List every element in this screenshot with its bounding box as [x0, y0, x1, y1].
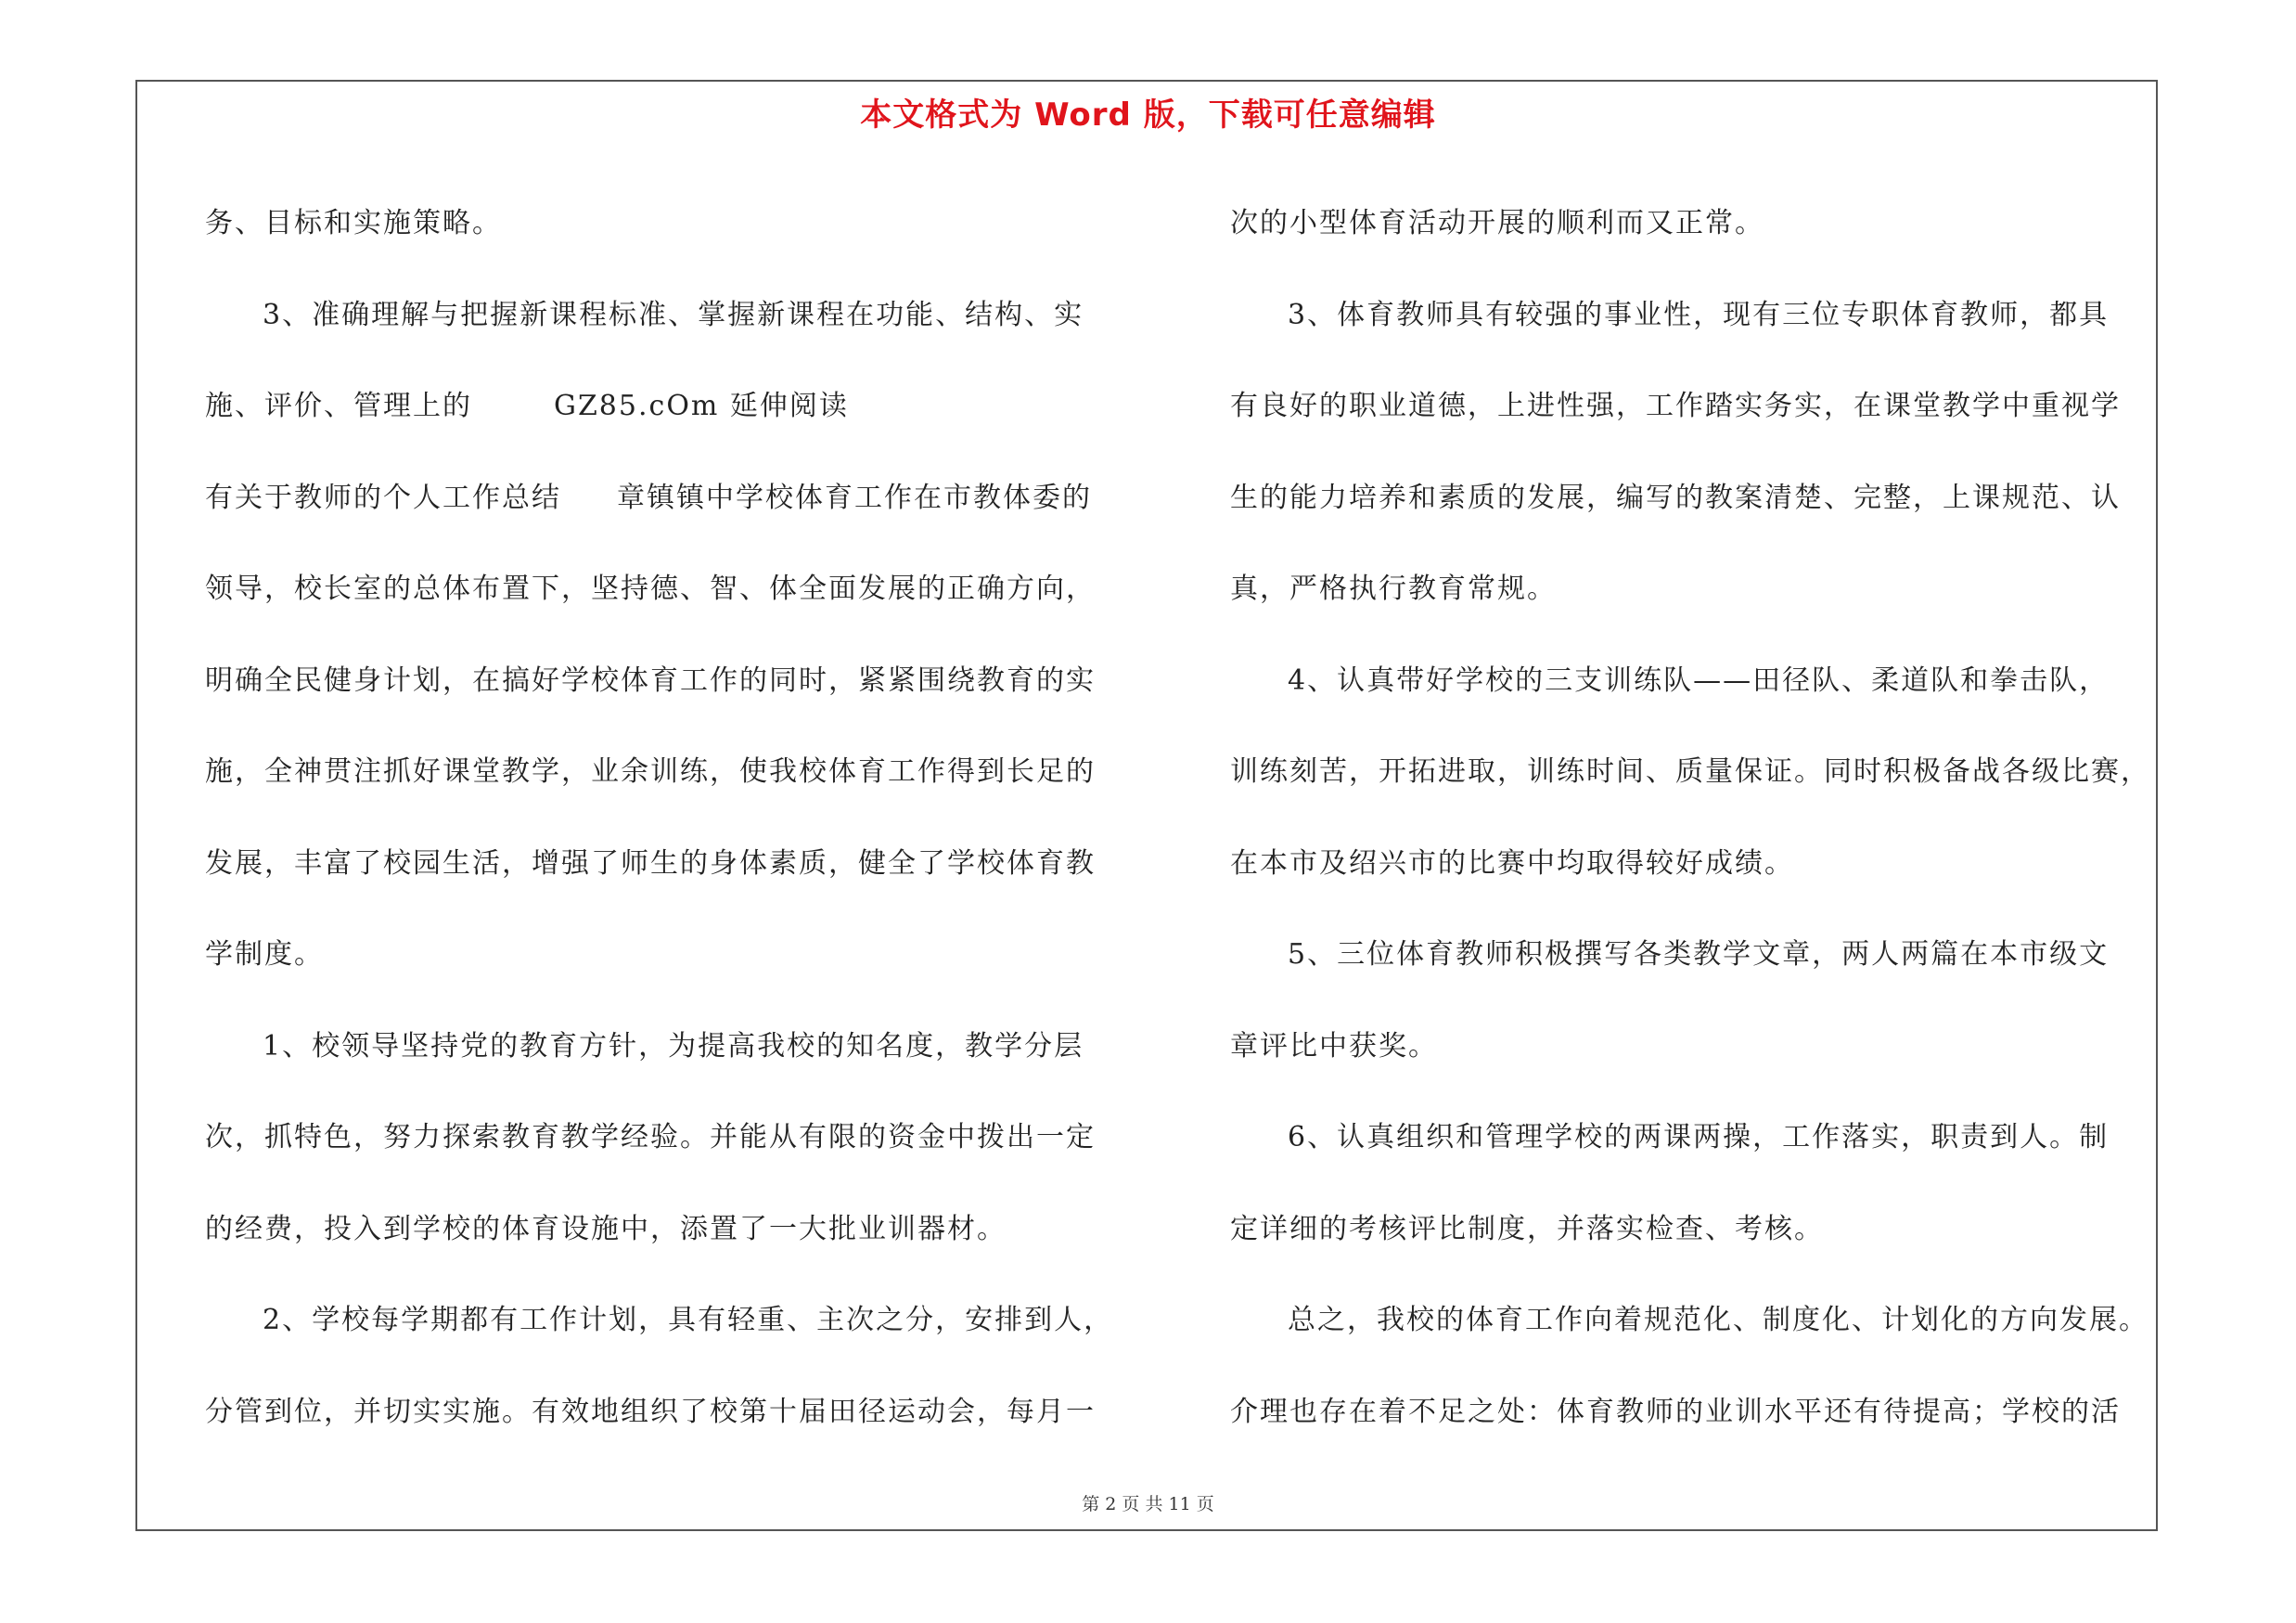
text-line: 6、认真组织和管理学校的两课两操，工作落实，职责到人。制 — [1288, 1121, 2110, 1153]
text-line: 1、校领导坚持党的教育方针，为提高我校的知名度，教学分层 — [263, 1029, 1084, 1063]
text-fragment: 施、评价、管理上的 — [205, 390, 472, 422]
text-line: 2、学校每学期都有工作计划，具有轻重、主次之分，安排到人， — [263, 1304, 1114, 1336]
text-line: 定详细的考核评比制度，并落实检查、考核。 — [1230, 1212, 1824, 1245]
text-line: 3、体育教师具有较强的事业性，现有三位专职体育教师，都具 — [1288, 298, 2110, 331]
text-line: 施，全神贯注抓好课堂教学，业余训练，使我校体育工作得到长足的 — [205, 755, 1096, 788]
text-line: 有良好的职业道德，上进性强，工作踏实务实，在课堂教学中重视学 — [1230, 390, 2121, 422]
text-line: 次，抓特色，努力探索教育教学经验。并能从有限的资金中拨出一定 — [205, 1121, 1096, 1153]
text-line: 介理也存在着不足之处：体育教师的业训水平还有待提高；学校的活 — [1230, 1395, 2121, 1428]
text-line: 生的能力培养和素质的发展，编写的教案清楚、完整，上课规范、认 — [1230, 481, 2121, 514]
right-column — [1230, 178, 2158, 1458]
text-line: 总之，我校的体育工作向着规范化、制度化、计划化的方向发展。 — [1288, 1304, 2148, 1336]
text-line: 训练刻苦，开拓进取，训练时间、质量保证。同时积极备战各级比赛， — [1230, 755, 2150, 788]
text-line: 在本市及绍兴市的比赛中均取得较好成绩。 — [1230, 846, 1794, 880]
text-line — [205, 453, 1142, 545]
link-text: GZ85.cOm 延伸阅读 — [554, 390, 849, 422]
text-line: 章评比中获奖。 — [1230, 1029, 1438, 1063]
text-line: 务、目标和实施策略。 — [205, 207, 502, 239]
text-line — [205, 361, 1142, 453]
header-banner: 本文格式为 Word 版，下载可任意编辑 — [860, 97, 1436, 134]
text-line: 次的小型体育活动开展的顺利而又正常。 — [1230, 207, 1764, 239]
text-line: 分管到位，并切实实施。有效地组织了校第十届田径运动会，每月一 — [205, 1395, 1096, 1428]
text-line: 真，严格执行教育常规。 — [1230, 573, 1557, 605]
text-line: 领导，校长室的总体布置下，坚持德、智、体全面发展的正确方向， — [205, 573, 1096, 605]
text-line: 学制度。 — [205, 938, 324, 971]
text-line: 发展，丰富了校园生活，增强了师生的身体素质，健全了学校体育教 — [205, 846, 1096, 880]
page-number: 第 2 页 共 11 页 — [1082, 1494, 1214, 1514]
text-line: 4、认真带好学校的三支训练队——田径队、柔道队和拳击队， — [1288, 663, 2110, 697]
left-column — [205, 178, 1142, 1458]
text-line: 3、准确理解与把握新课程标准、掌握新课程在功能、结构、实 — [263, 298, 1084, 331]
text-fragment: 章镇镇中学校体育工作在市教体委的 — [617, 481, 1092, 514]
text-line: 明确全民健身计划，在搞好学校体育工作的同时，紧紧围绕教育的实 — [205, 663, 1096, 697]
text-line: 的经费，投入到学校的体育设施中，添置了一大批业训器材。 — [205, 1212, 1007, 1245]
text-line: 5、三位体育教师积极撰写各类教学文章，两人两篇在本市级文 — [1288, 938, 2110, 971]
article-title: 有关于教师的个人工作总结 — [205, 481, 561, 514]
